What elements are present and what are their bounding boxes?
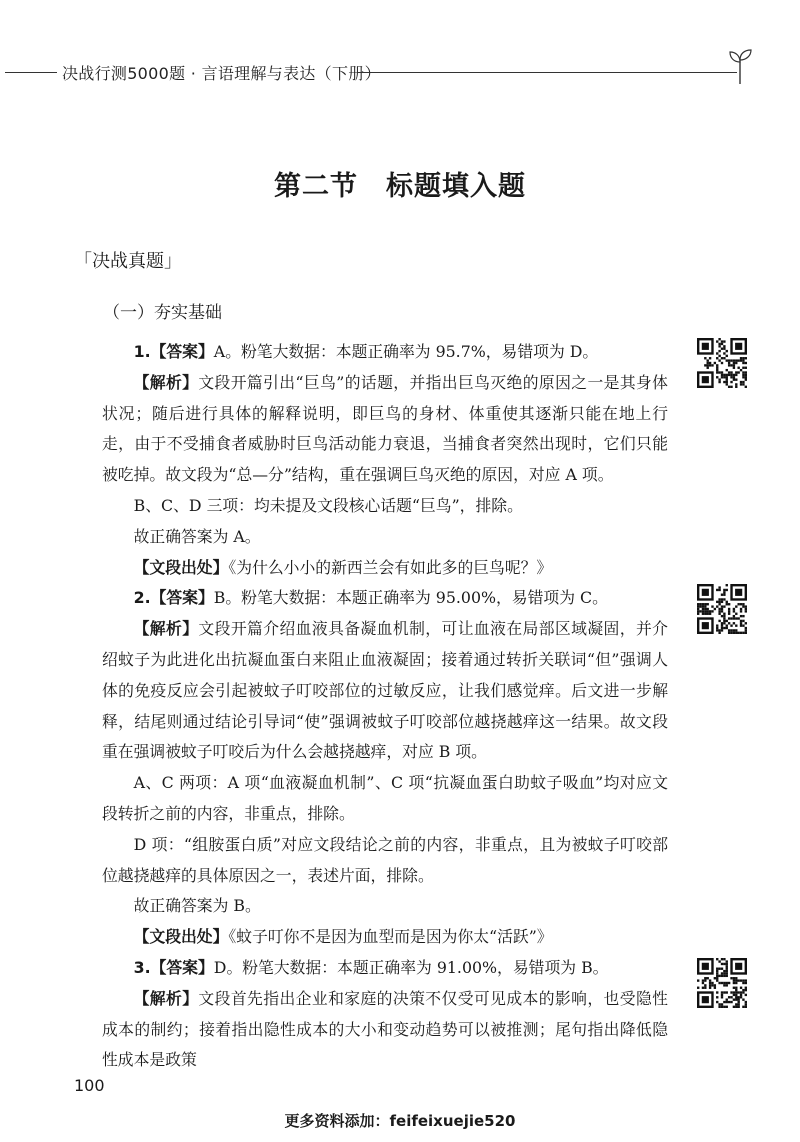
page-number: 100 (74, 1076, 105, 1095)
paragraph-text: 《为什么小小的新西兰会有如此多的巨鸟呢？》 (228, 557, 553, 577)
paragraph-text: A、C 两项：A 项“血液凝血机制”、C 项“抗凝血蛋白助蚊子吸血”均对应文段转折之前的内容，非重点，排除。 (102, 773, 668, 823)
paragraph-text: 文段首先指出企业和家庭的决策不仅受可见成本的影响，也受隐性成本的制约；接着指出隐性成本的大小和变动趋势可以被推测；尾句指出降低隐性成本是政策 (102, 988, 668, 1070)
section-title: 第二节 标题填入题 (274, 171, 526, 202)
paragraph-text: 故正确答案为 A。 (133, 526, 261, 546)
qr-code-icon[interactable] (697, 338, 747, 388)
sub-heading: （一）夯实基础 (103, 303, 222, 323)
paragraph (102, 553, 668, 584)
paragraph (102, 522, 668, 553)
paragraph (102, 922, 668, 953)
running-header (0, 58, 800, 88)
paragraph (102, 830, 668, 892)
footer-note: 更多资料添加：feifeixuejie520 (284, 1112, 516, 1130)
paragraph (102, 953, 668, 984)
paragraph (102, 891, 668, 922)
paragraph-text: 文段开篇引出“巨鸟”的话题，并指出巨鸟灭绝的原因之一是其身体状况；随后进行具体的解释说明，即巨鸟的身材、体重使其逐渐只能在地上行走，由于不受捕食者威胁时巨鸟活动能力衰退，当捕食者突然出现时，它们只能被吃掉。故文段为“总—分”结构，重在强调巨鸟灭绝的原因，对应 A 项。 (102, 372, 668, 485)
paragraph (102, 337, 668, 368)
paragraph (102, 614, 668, 768)
sprout-icon (726, 48, 754, 84)
paragraph (102, 768, 668, 830)
paragraph-label: 【解析】 (133, 619, 199, 639)
paragraph-label: 1.【答案】 (133, 342, 214, 361)
paragraph-text: D。粉笔大数据：本题正确率为 91.00%，易错项为 B。 (213, 957, 609, 977)
paragraph-text: B。粉笔大数据：本题正确率为 95.00%，易错项为 C。 (213, 588, 608, 608)
paragraph-text: A。粉笔大数据：本题正确率为 95.7%，易错项为 D。 (213, 342, 599, 361)
paragraph-text: 故正确答案为 B。 (133, 896, 261, 916)
exam-questions-heading: 「决战真题」 (74, 251, 182, 272)
answer-explanations (102, 337, 668, 1076)
paragraph-text: B、C、D 三项：均未提及文段核心话题“巨鸟”，排除。 (133, 495, 523, 515)
paragraph-label: 【解析】 (133, 372, 199, 392)
book-title: 决战行测5000题 · 言语理解与表达（下册） (62, 64, 381, 83)
paragraph (102, 984, 668, 1076)
paragraph-label: 2.【答案】 (133, 588, 214, 608)
header-rule-right (357, 72, 737, 73)
paragraph-label: 【解析】 (133, 988, 199, 1008)
paragraph-label: 3.【答案】 (133, 957, 214, 977)
paragraph (102, 491, 668, 522)
paragraph-text: 《蚊子叮你不是因为血型而是因为你太“活跃”》 (228, 927, 553, 947)
paragraph-label: 【文段出处】 (133, 557, 229, 577)
header-rule-left (5, 72, 57, 73)
paragraph-text: D 项：“组胺蛋白质”对应文段结论之前的内容，非重点，且为被蚊子叮咬部位越挠越痒的具体原因之一，表述片面，排除。 (102, 834, 668, 885)
paragraph (102, 368, 668, 491)
qr-code-icon[interactable] (697, 958, 747, 1008)
paragraph-text: 文段开篇介绍血液具备凝血机制，可让血液在局部区域凝固，并介绍蚊子为此进化出抗凝血蛋白来阻止血液凝固；接着通过转折关联词“但”强调人体的免疫反应会引起被蚊子叮咬部位的过敏反应，让我们感觉痒。后文进一步解释，结尾则通过结论引导词“使”强调被蚊子叮咬部位越挠越痒这一结果。故文段重在强调被蚊子叮咬后为什么会越挠越痒，对应 B 项。 (102, 619, 668, 762)
paragraph-label: 【文段出处】 (133, 927, 229, 947)
qr-code-icon[interactable] (697, 584, 747, 634)
paragraph (102, 583, 668, 614)
